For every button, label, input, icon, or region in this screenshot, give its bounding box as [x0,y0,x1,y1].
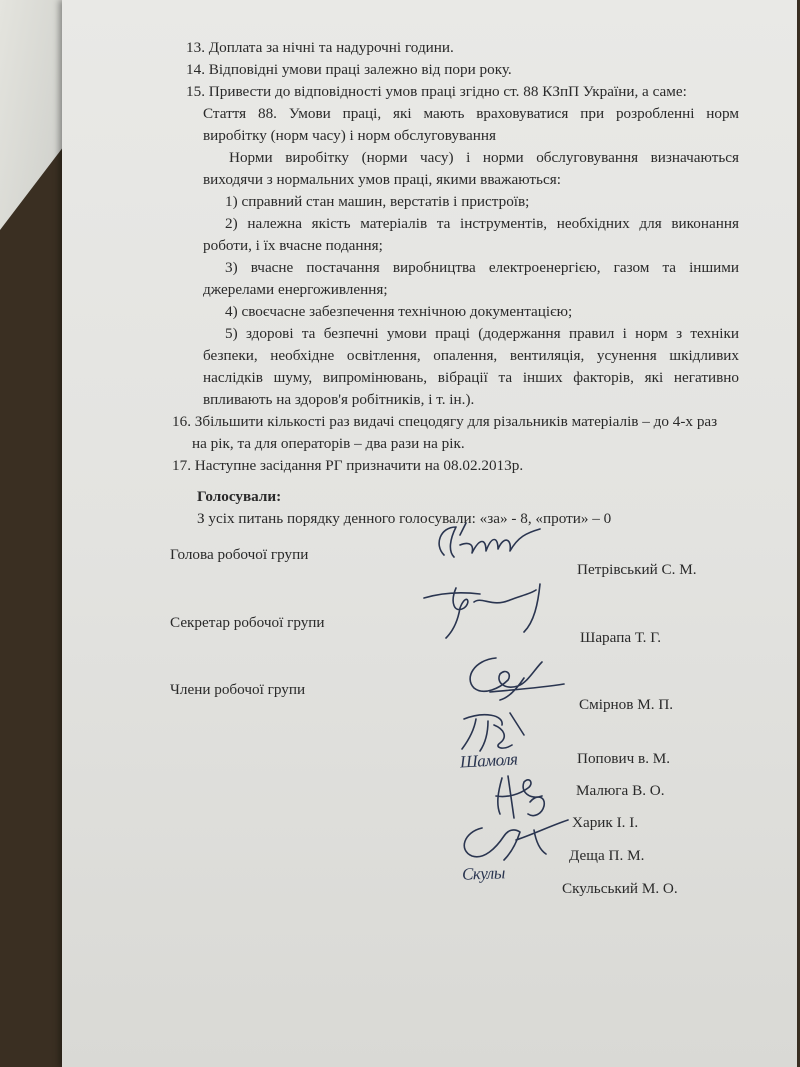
condition-5-line-1: 5) здорові та безпечні умови праці (додержання правил і норм з техніки [225,325,739,342]
name-member-1: Смірнов М. П. [579,696,674,713]
signature-member-1 [460,648,570,703]
paragraph-line-1: Норми виробітку (норми часу) і норми обслуговування визначаються [229,149,739,166]
item-13: 13. Доплата за нічні та надурочні години. [186,39,454,56]
signature-head [430,515,550,565]
signature-secretary [420,578,560,643]
name-member-3: Малюга В. О. [576,782,665,799]
condition-5-line-2: безпеки, необхідне освітлення, опалення, вентиляція, усунення шкідливих [203,347,739,364]
condition-3-line-2: джерелами енергоживлення; [203,281,388,298]
role-head: Голова робочої групи [170,546,309,563]
condition-3-line-1: 3) вчасне постачання виробництва електроенергією, газом та іншими [225,259,739,276]
signature-member-3: Шамоля [459,749,518,772]
signature-member-6: Скулы [461,863,506,884]
voting-result: З усіх питань порядку денного голосували: «за» - 8, «проти» – 0 [197,510,612,527]
condition-2-line-2: роботи, і їх вчасне подання; [203,237,383,254]
name-head: Петрівський С. М. [577,561,697,578]
document-page [62,0,797,1067]
role-secretary: Секретар робочої групи [170,614,325,631]
name-member-5: Деща П. М. [569,847,645,864]
item-17: 17. Наступне засідання РГ призначити на 08.02.2013р. [172,457,524,474]
name-member-6: Скульський М. О. [562,880,678,897]
item-14: 14. Відповідні умови праці залежно від пори року. [186,61,512,78]
signature-member-5 [454,810,574,865]
item-15: 15. Привести до відповідності умов праці згідно ст. 88 КЗпП України, а саме: [186,83,687,100]
article-title-line-2: виробітку (норм часу) і норм обслуговування [203,127,496,144]
item-16-line-1: 16. Збільшити кількості раз видачі спецодягу для різальників матеріалів – до 4-х раз [172,413,718,430]
name-member-4: Харик І. І. [572,814,639,831]
condition-5-line-3: наслідків шуму, випромінювань, вібрації та інших факторів, які негативно [203,369,739,386]
condition-2-line-1: 2) належна якість матеріалів та інструментів, необхідних для виконання [225,215,739,232]
role-members: Члени робочої групи [170,681,306,698]
condition-4: 4) своєчасне забезпечення технічною документацією; [225,303,573,320]
name-secretary: Шарапа Т. Г. [580,629,662,646]
item-16-line-2: на рік, та для операторів – два рази на рік. [192,435,465,452]
condition-1: 1) справний стан машин, верстатів і пристроїв; [225,193,530,210]
article-title-line-1: Стаття 88. Умови праці, які мають враховуватися при розробленні норм [203,105,739,122]
paragraph-line-2: виходячи з нормальних умов праці, якими вважаються: [203,171,561,188]
name-member-2: Попович в. М. [577,750,671,767]
signature-member-2 [454,705,534,755]
voting-heading: Голосували: [197,488,282,505]
condition-5-line-4: впливають на здоров'я робітників, і т. ін.). [203,391,475,408]
